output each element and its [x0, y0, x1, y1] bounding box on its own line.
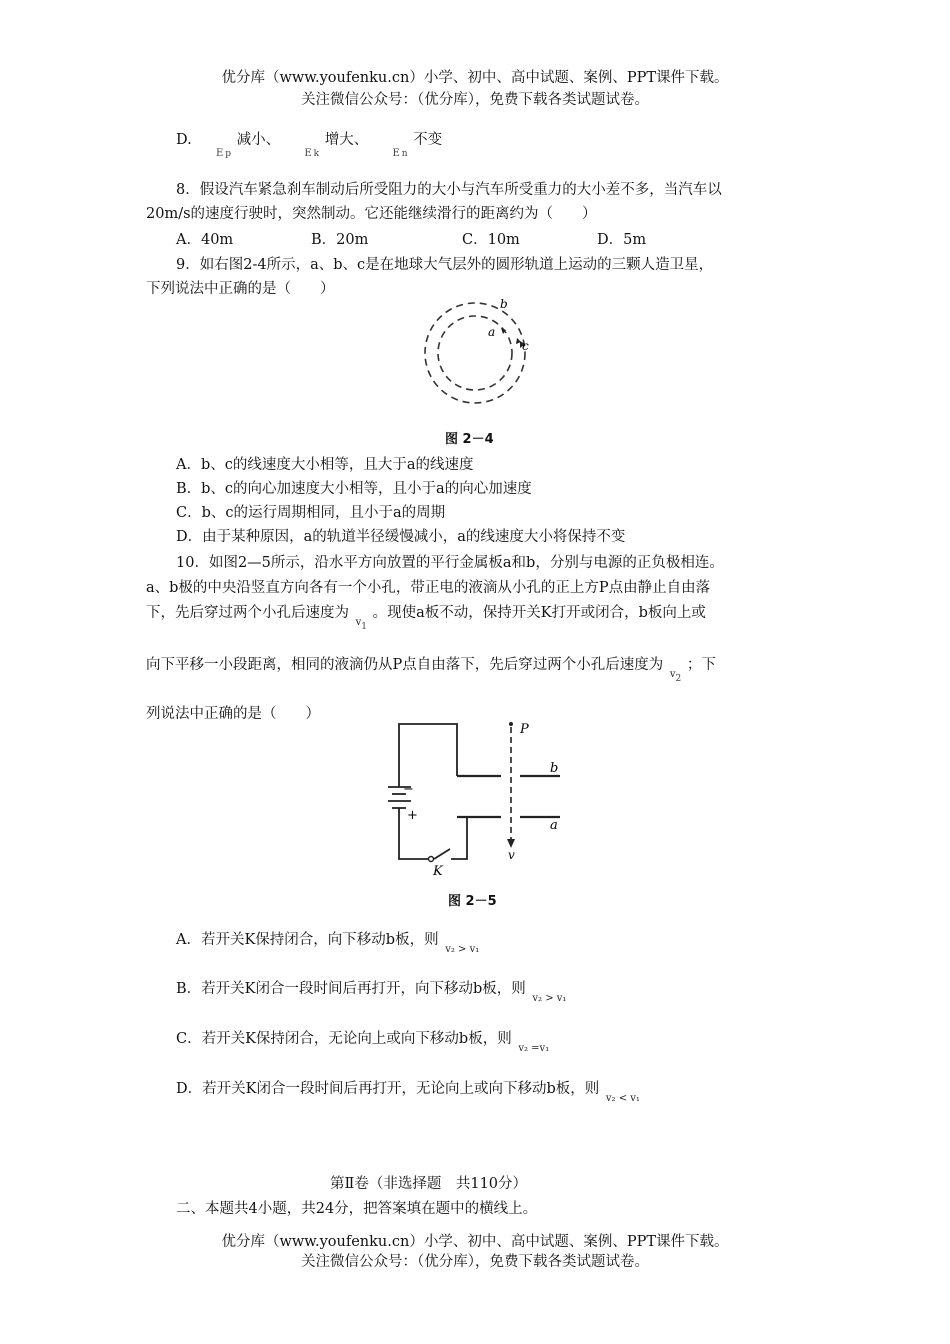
- q9-option-b: B．b、c的向心加速度大小相等，且小于a的向心加速度: [176, 481, 532, 497]
- wire-top: [399, 724, 457, 787]
- q7-option-d-prefix: D.: [176, 132, 192, 148]
- wire-bottom-right: [451, 817, 467, 859]
- q8-line-1: 8．假设汽车紧急刹车制动后所受阻力的大小与汽车所受重力的大小差不多，当汽车以: [176, 182, 722, 198]
- q10-option-d: [176, 1077, 642, 1104]
- label-plate-a: a: [550, 818, 558, 833]
- q10-line-4a: 向下平移一小段距离，相同的液滴仍从P点自由落下，先后穿过两个小孔后速度为: [146, 657, 664, 673]
- q10-v2-subscript: 2: [675, 674, 682, 684]
- header-line-2: 关注微信公众号：（优分库），免费下载各类试题试卷。: [301, 92, 649, 108]
- label-k: K: [433, 864, 443, 879]
- switch-k-blade: [434, 849, 450, 859]
- q7-text-1: 减小、: [236, 132, 281, 148]
- orbit-outer: [425, 303, 525, 403]
- velocity-arrow-icon: [507, 839, 515, 848]
- q7-ek-subscript: k: [313, 149, 320, 159]
- q10-option-b-text: B．若开关K闭合一段时间后再打开，向下移动b板，则: [176, 981, 526, 997]
- q10-option-d-relation: v₂ < v₁: [605, 1093, 640, 1104]
- label-plus: +: [407, 808, 418, 823]
- label-minus: −: [403, 782, 414, 797]
- label-c: c: [522, 339, 529, 353]
- header-line-1: 优分库（www.youfenku.cn）小学、初中、高中试题、案例、PPT课件下载。: [221, 70, 729, 86]
- q10-option-a: [176, 928, 481, 955]
- q10-line-1: 10．如图2—5所示，沿水平方向放置的平行金属板a和b，分别与电源的正负极相连。: [176, 555, 724, 571]
- q7-ep-symbol: E: [215, 148, 224, 159]
- q10-option-c: [176, 1027, 551, 1054]
- q10-v2-symbol: v: [669, 669, 676, 680]
- switch-k-contact: [429, 857, 434, 862]
- q10-option-a-relation: v₂ > v₁: [445, 944, 480, 955]
- section-2-title: 第Ⅱ卷（非选择题 共110分）: [330, 1176, 528, 1192]
- q10-option-c-text: C．若开关K保持闭合，无论向上或向下移动b板，则: [176, 1031, 512, 1047]
- figure-2-5-caption: 图 2－5: [448, 894, 497, 909]
- section-2-instruction: 二、本题共4小题，共24分，把答案填在题中的横线上。: [176, 1201, 538, 1217]
- q8-option-d: D．5m: [597, 232, 647, 248]
- orbit-inner: [438, 316, 512, 390]
- q8-option-a: A．40m: [176, 232, 234, 248]
- q10-line-3b: 。现使a板不动，保持开关K打开或闭合，b板向上或: [372, 605, 706, 621]
- q7-text-3: 不变: [413, 132, 443, 148]
- q9-option-c: C．b、c的运行周期相同，且小于a的周期: [176, 505, 446, 521]
- q9-option-a: A．b、c的线速度大小相等，且大于a的线速度: [176, 457, 474, 473]
- figure-2-4-caption: 图 2－4: [445, 432, 494, 447]
- q7-en-subscript: n: [401, 149, 408, 159]
- q7-ep-subscript: p: [225, 149, 232, 159]
- q10-v1-symbol: v: [355, 617, 362, 628]
- q7-option-d: [176, 128, 442, 159]
- figure-2-5-circuit: [375, 715, 575, 880]
- q10-option-b: [176, 977, 568, 1004]
- q9-line-1: 9．如右图2-4所示，a、b、c是在地球大气层外的圆形轨道上运动的三颗人造卫星，: [176, 257, 714, 273]
- label-a: a: [488, 325, 496, 339]
- q10-option-c-relation: v₂ =v₁: [518, 1043, 550, 1054]
- q10-option-d-text: D．若开关K闭合一段时间后再打开，无论向上或向下移动b板，则: [176, 1081, 600, 1097]
- q10-line-3: [146, 601, 706, 632]
- label-v: v: [508, 848, 515, 862]
- label-p: P: [520, 722, 529, 737]
- q8-option-b: B．20m: [311, 232, 369, 248]
- q10-line-5: 列说法中正确的是（ ）: [146, 706, 320, 722]
- q10-option-a-text: A．若开关K保持闭合，向下移动b板，则: [176, 932, 439, 948]
- figure-2-4-orbits: [410, 296, 540, 412]
- q9-option-d: D．由于某种原因，a的轨道半径缓慢减小，a的线速度大小将保持不变: [176, 529, 626, 545]
- q10-option-b-relation: v₂ > v₁: [532, 993, 567, 1004]
- footer-line-2: 关注微信公众号：（优分库），免费下载各类试题试卷。: [301, 1254, 649, 1270]
- q7-ek-symbol: E: [304, 148, 312, 159]
- footer-line-1: 优分库（www.youfenku.cn）小学、初中、高中试题、案例、PPT课件下载。: [221, 1234, 729, 1250]
- q10-line-4b: ；下: [686, 657, 716, 673]
- q10-line-4: [146, 653, 716, 684]
- q10-line-3a: 下，先后穿过两个小孔后速度为: [146, 605, 349, 621]
- q8-option-c: C．10m: [462, 232, 520, 248]
- q10-line-2: a、b极的中央沿竖直方向各有一个小孔，带正电的液滴从小孔的正上方P点由静止自由落: [146, 580, 711, 596]
- q7-en-symbol: E: [392, 148, 400, 159]
- q10-v1-subscript: 1: [361, 622, 367, 632]
- q8-line-2: 20m/s的速度行驶时，突然制动。它还能继续滑行的距离约为（ ）: [146, 206, 597, 222]
- point-p-dot: [509, 722, 513, 726]
- q9-line-2: 下列说法中正确的是（ ）: [146, 281, 335, 297]
- label-plate-b: b: [550, 761, 559, 776]
- label-b: b: [500, 297, 508, 311]
- q7-text-2: 增大、: [324, 132, 369, 148]
